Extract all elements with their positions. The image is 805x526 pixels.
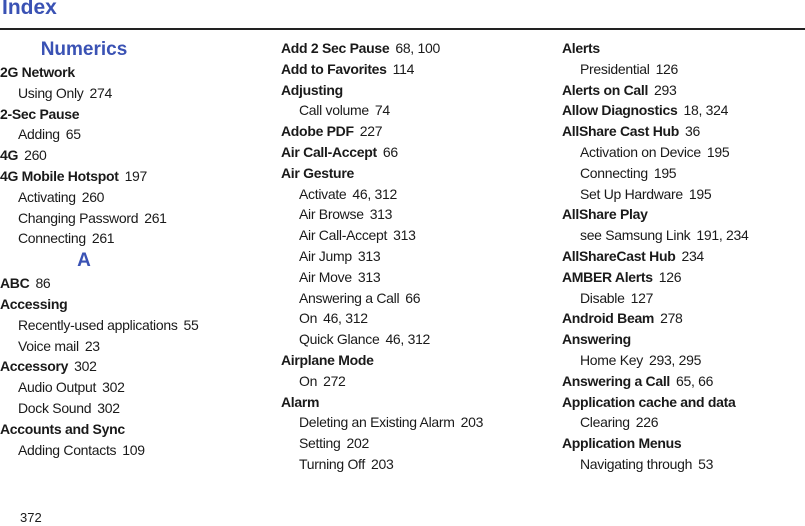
entry-pages: 302 [97,399,120,416]
entry-pages: 195 [706,143,730,160]
entry-pages: 261 [144,209,167,226]
entry-term: Accounts and Sync [0,420,125,437]
entry-term: 2G Network [0,64,75,80]
index-subentry [0,377,250,398]
entry-pages: 74 [374,102,390,119]
index-subentry [281,412,531,433]
index-entry [562,100,805,121]
entry-term: AMBER Alerts [562,268,653,285]
index-entry [562,38,805,59]
page-title: Index [2,0,57,19]
entry-term: 4G [0,147,19,164]
index-entry [562,80,805,101]
entry-pages: 302 [74,358,97,375]
index-entry [281,80,531,101]
entry-pages: 195 [653,164,677,181]
entry-term: AllShareCast Hub [562,247,676,264]
entry-pages: 46, 312 [323,310,368,327]
entry-pages: 227 [359,123,383,140]
entry-term: Clearing [580,414,630,431]
index-entry [0,62,250,83]
entry-term: Audio Output [18,379,97,396]
entry-term: Add 2 Sec Pause [281,40,390,56]
entry-pages: 36 [685,123,701,140]
entry-pages: 313 [357,247,381,264]
index-subentry [281,225,531,246]
entry-term: Answering [562,331,631,348]
section-heading: A [77,250,91,272]
entry-term: Adobe PDF [281,123,354,140]
entry-term: Quick Glance [299,331,380,348]
index-entry [281,121,531,142]
index-subentry [0,208,250,229]
entry-term: Home Key [580,351,643,368]
section-heading: Numerics [40,39,128,60]
entry-term: On [299,372,318,389]
entry-term: Activation on Device [580,143,701,160]
index-entry [0,104,250,125]
index-subentry [281,204,531,225]
index-entry [562,308,805,329]
index-subentry [0,398,250,419]
index-subentry [281,246,531,267]
entry-pages: 127 [630,289,654,306]
entry-pages: 46, 312 [352,185,398,202]
index-subentry [281,371,531,392]
entry-term: 2-Sec Pause [0,105,80,122]
entry-pages: 272 [323,372,346,389]
index-column-1 [0,38,250,460]
index-entry [0,145,250,166]
entry-term: Accessing [0,295,68,312]
index-entry [562,392,805,413]
page-number: 372 [20,510,42,525]
entry-term: see Samsung Link [580,227,691,244]
entry-pages: 260 [24,147,47,164]
index-subentry [562,225,805,246]
entry-term: Add to Favorites [281,60,387,77]
index-entry [281,163,531,184]
entry-term: Navigating through [580,455,693,472]
entry-term: Deleting an Existing Alarm [299,414,455,431]
entry-term: Adding Contacts [18,441,117,458]
entry-pages: 202 [346,435,369,452]
index-entry [281,350,531,371]
index-subentry [0,228,250,249]
index-entry [562,433,805,454]
entry-pages: 46, 312 [385,331,431,348]
entry-term: Alarm [281,393,320,410]
entry-pages: 313 [369,206,393,223]
entry-pages: 18, 324 [683,102,729,119]
entry-pages: 23 [84,337,100,354]
index-subentry [281,267,531,288]
entry-pages: 55 [183,316,199,333]
index-subentry [0,440,250,461]
index-entry [562,246,805,267]
entry-term: 4G Mobile Hotspot [0,167,119,184]
entry-term: Air Jump [299,247,352,264]
index-subentry [562,163,805,184]
index-column-2 [281,38,531,475]
index-entry [562,371,805,392]
entry-pages: 260 [81,188,105,205]
index-entry [0,294,250,315]
entry-pages: 203 [460,414,484,431]
entry-term: Air Call-Accept [299,227,388,244]
index-subentry [562,59,805,80]
index-subentry [0,336,250,357]
entry-term: Application cache and data [562,393,736,410]
entry-term: Dock Sound [18,399,92,416]
index-entry [0,356,250,377]
entry-term: Airplane Mode [281,351,374,368]
entry-term: Connecting [580,164,648,181]
index-subentry [281,329,531,350]
entry-term: On [299,310,318,327]
entry-term: Using Only [18,84,84,101]
index-subentry [0,83,250,104]
entry-term: Setting [299,435,341,452]
entry-pages: 274 [89,84,112,101]
entry-pages: 114 [392,60,415,77]
entry-pages: 197 [124,167,148,184]
entry-term: Allow Diagnostics [562,102,678,119]
entry-pages: 191, 234 [696,227,749,244]
entry-term: AllShare Play [562,206,648,223]
index-entry [281,59,531,80]
index-entry [562,329,805,350]
entry-pages: 66 [382,143,398,160]
index-subentry [0,124,250,145]
entry-pages: 68, 100 [395,40,440,56]
entry-pages: 86 [35,275,51,292]
index-subentry [562,350,805,371]
entry-term: Disable [580,289,625,306]
entry-term: Adjusting [281,81,343,98]
entry-pages: 65 [65,126,81,143]
entry-term: Set Up Hardware [580,185,683,202]
index-entry [281,38,531,59]
index-subentry [562,184,805,205]
index-subentry [281,288,531,309]
index-entry [562,204,805,225]
entry-term: Presidential [580,60,650,77]
entry-term: Adding [18,126,60,143]
index-subentry [0,187,250,208]
entry-term: Air Call-Accept [281,143,377,160]
entry-pages: 226 [635,414,659,431]
entry-term: Answering a Call [562,372,671,389]
entry-pages: 195 [688,185,712,202]
entry-term: Changing Password [18,209,139,226]
entry-pages: 126 [658,268,682,285]
entry-term: Application Menus [562,435,682,452]
entry-term: Air Gesture [281,164,354,181]
entry-term: Answering a Call [299,289,400,306]
entry-term: Call volume [299,102,369,119]
entry-pages: 109 [122,441,145,458]
entry-pages: 53 [698,455,714,472]
entry-term: Activate [299,185,347,202]
entry-pages: 65, 66 [676,372,714,389]
index-entry [562,267,805,288]
entry-pages: 293 [654,81,677,98]
entry-pages: 302 [102,379,125,396]
index-column-3 [562,38,805,475]
entry-pages: 126 [655,60,679,77]
index-subentry [281,433,531,454]
index-entry [281,142,531,163]
entry-pages: 293, 295 [648,351,702,368]
entry-term: Voice mail [18,337,79,354]
index-subentry [562,412,805,433]
entry-pages: 313 [357,268,381,285]
entry-pages: 278 [660,310,683,327]
index-entry [281,392,531,413]
index-entry [0,419,250,440]
entry-term: Turning Off [299,455,365,472]
entry-term: Air Browse [299,206,364,223]
entry-term: Alerts on Call [562,81,649,98]
entry-pages: 313 [393,227,416,244]
index-subentry [562,142,805,163]
entry-term: Air Move [299,268,352,285]
entry-term: Recently-used applications [18,316,178,333]
entry-pages: 234 [681,247,704,264]
entry-pages: 203 [370,455,394,472]
index-subentry [0,315,250,336]
index-subentry [281,184,531,205]
index-entry [0,273,250,294]
entry-term: Alerts [562,40,600,56]
index-subentry [562,454,805,475]
index-subentry [281,100,531,121]
entry-term: Activating [18,188,76,205]
entry-term: Android Beam [562,310,655,327]
title-divider [0,28,805,30]
index-subentry [562,288,805,309]
entry-pages: 261 [91,230,115,247]
entry-term: Accessory [0,358,69,375]
index-subentry [281,308,531,329]
index-subentry [281,454,531,475]
index-entry [0,166,250,187]
entry-term: ABC [0,275,30,292]
entry-pages: 66 [405,289,421,306]
entry-term: Connecting [18,230,86,247]
entry-term: AllShare Cast Hub [562,123,680,140]
index-entry [562,121,805,142]
